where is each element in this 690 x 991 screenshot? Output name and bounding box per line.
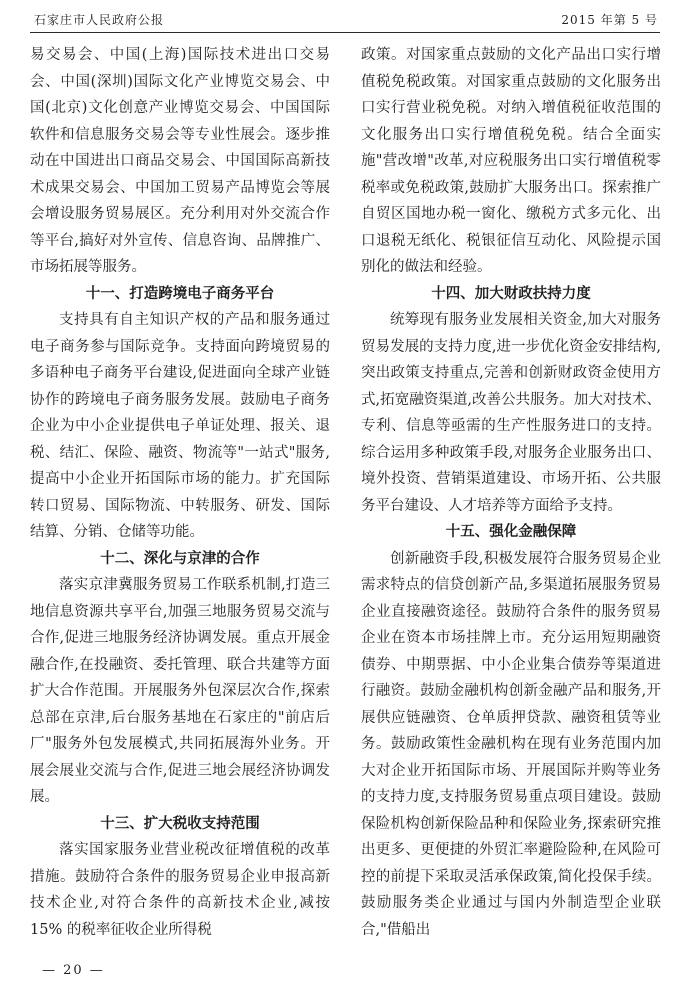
publication-title: 石家庄市人民政府公报: [34, 13, 165, 27]
page-header: [30, 8, 660, 33]
right-column: [361, 42, 661, 943]
section-heading-15: 十五、强化金融保障: [445, 524, 577, 540]
paragraph: 政策。对国家重点鼓励的文化产品出口实行增值税免税政策。对国家重点鼓励的文化服务出口实行营业税免税。对纳入增值税征收范围的文化服务出口实行增值税免税。结合全面实施"营改增"改革,对应税服务出口实行增值税零税率或免税政策,鼓励扩大服务出口。探索推广自贸区国地办税一窗化、缴税方式多元化、出口退税无纸化、税银征信互动化、风险提示国别化的做法和经验。: [361, 47, 661, 275]
paragraph: 统筹现有服务业发展相关资金,加大对服务贸易发展的支持力度,进一步优化资金安排结构,突出政策支持重点,完善和创新财政资金使用方式,拓宽融资渠道,改善公共服务。加大对技术、专利、信息等亟需的生产性服务进口的支持。综合运用多种政策手段,对服务企业服务出口、境外投资、营销渠道建设、市场开拓、公共服务平台建设、人才培养等方面给予支持。: [361, 312, 661, 514]
paragraph: 落实京津冀服务贸易工作联系机制,打造三地信息资源共享平台,加强三地服务贸易交流与合作,促进三地服务经济协调发展。重点开展金融合作,在投融资、委托管理、联合共建等方面扩大合作范围。开展服务外包深层次合作,探索总部在京津,后台服务基地在石家庄的"前店后厂"服务外包发展模式,共同拓展海外业务。开展会展业交流与合作,促进三地会展经济协调发展。: [30, 577, 330, 805]
section-heading-12: 十二、深化与京津的合作: [100, 550, 260, 567]
page-number: — 20 —: [42, 963, 105, 978]
paragraph: 支持具有自主知识产权的产品和服务通过电子商务参与国际竞争。支持面向跨境贸易的多语种电子商务平台建设,促进面向全球产业链协作的跨境电子商务服务发展。鼓励电子商务企业为中小企业提供电子单证处理、报关、退税、结汇、保险、融资、物流等"一站式"服务,提高中小企业开拓国际市场的能力。扩充国际转口贸易、国际物流、中转服务、研发、国际结算、分销、仓储等功能。: [30, 312, 330, 540]
section-heading-11: 十一、打造跨境电子商务平台: [85, 285, 275, 302]
issue-number: 2015 年第 5 号: [561, 13, 658, 27]
paragraph: 创新融资手段,积极发展符合服务贸易企业需求特点的信贷创新产品,多渠道拓展服务贸易企业直接融资途径。鼓励符合条件的服务贸易企业在资本市场挂牌上市。充分运用短期融资债券、中期票据、中小企业集合债券等渠道进行融资。鼓励金融机构创新金融产品和服务,开展供应链融资、仓单质押贷款、融资租赁等业务。鼓励政策性金融机构在现有业务范围内加大对企业开拓国际市场、开展国际并购等业务的支持力度,支持服务贸易重点项目建设。鼓励保险机构创新保险品种和保险业务,探索研究推出更多、更便捷的外贸汇率避险险种,在风险可控的前提下采取灵活承保政策,简化投保手续。鼓励服务类企业通过与国内外制造型企业联合,"借船出: [361, 550, 661, 938]
left-column: [30, 42, 330, 943]
section-heading-13: 十三、扩大税收支持范围: [100, 815, 260, 832]
paragraph: 落实国家服务业营业税改征增值税的改革措施。鼓励符合条件的服务贸易企业申报高新技术企业,对符合条件的高新技术企业,减按 15% 的税率征收企业所得税: [30, 842, 330, 938]
paragraph: 易交易会、中国(上海)国际技术进出口交易会、中国(深圳)国际文化产业博览交易会、中国(北京)文化创意产业博览交易会、中国国际软件和信息服务交易会等专业性展会。逐步推动在中国进出口商品交易会、中国国际高新技术成果交易会、中国加工贸易产品博览会等展会增设服务贸易展区。充分利用对外交流合作等平台,搞好对外宣传、信息咨询、品牌推广、市场拓展等服务。: [30, 47, 330, 275]
section-heading-14: 十四、加大财政扶持力度: [431, 285, 591, 302]
